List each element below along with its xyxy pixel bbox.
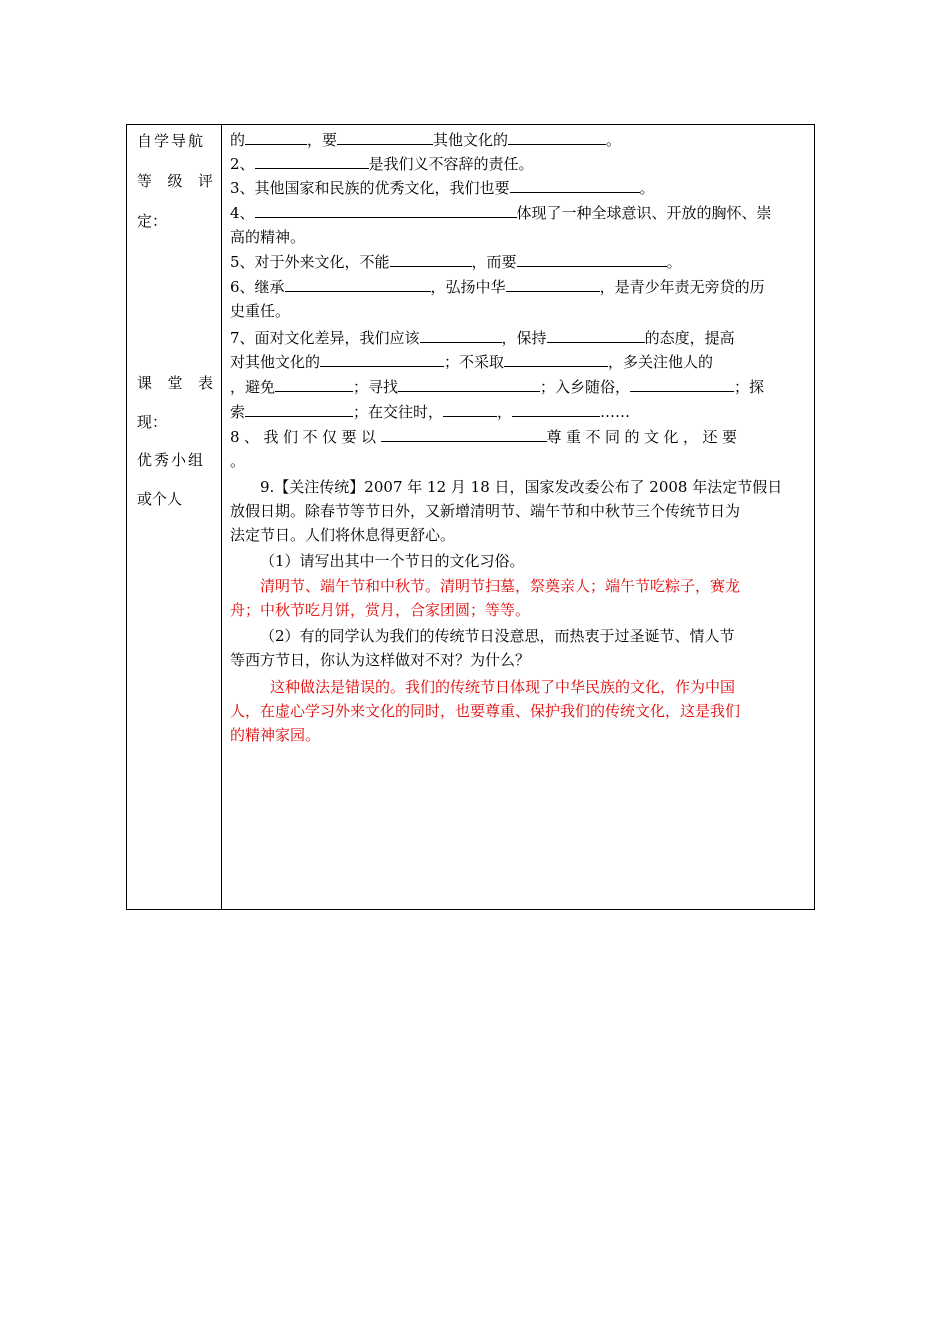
label-self-study: 自学导航 (137, 132, 206, 150)
label-grade-row: 等 级 评 (137, 172, 213, 190)
content-column (222, 125, 814, 909)
label-excellent-group: 优秀小组 (137, 451, 206, 469)
answer-2-line3: 的精神家园。 (230, 726, 321, 744)
question-8: 8、我们不仅要以 尊重不同的文化，还要 (230, 428, 742, 446)
question-6: 6、继承 ，弘扬中华 ，是青少年责无旁贷的历 (230, 278, 765, 296)
question-7-line3: ，避免 ；寻找 ；入乡随俗， ；探 (230, 378, 765, 396)
question-9-line3: 法定节日。人们将休息得更舒心。 (230, 526, 456, 544)
worksheet-table (126, 124, 815, 910)
question-4: 4、 体现了一种全球意识、开放的胸怀、崇 (230, 204, 772, 222)
label-grade-end: 定： (137, 212, 168, 230)
answer-2-line1: 这种做法是错误的。我们的传统节日体现了中华民族的文化，作为中国 (270, 678, 736, 696)
question-3: 3、其他国家和民族的优秀文化，我们也要 。 (230, 179, 655, 197)
label-class-end: 现： (137, 413, 168, 431)
label-or-individual: 或个人 (137, 490, 183, 508)
label-column (127, 125, 222, 909)
question-9-sub2-line2: 等西方节日，你认为这样做对不对？为什么？ (230, 651, 531, 669)
question-9-line2: 放假日期。除春节等节日外，又新增清明节、端午节和中秋节三个传统节日为 (230, 502, 741, 520)
question-7-line2: 对其他文化的 ；不采取 ，多关注他人的 (230, 353, 714, 371)
question-9-sub1: （1）请写出其中一个节日的文化习俗。 (260, 552, 525, 570)
question-6-cont: 史重任。 (230, 302, 291, 320)
question-7-line4: 索 ；在交往时， ， …… (230, 403, 631, 421)
question-9-line1: 9.【关注传统】2007 年 12 月 18 日，国家发改委公布了 2008 年法定节假日 (260, 478, 783, 496)
question-1-cont: 的 ，要 其他文化的 。 (230, 131, 622, 149)
question-9-sub2-line1: （2）有的同学认为我们的传统节日没意思，而热衷于过圣诞节、情人节 (260, 627, 735, 645)
question-4-cont: 高的精神。 (230, 228, 306, 246)
question-8-cont: 。 (230, 452, 246, 470)
question-2: 2、 是我们义不容辞的责任。 (230, 155, 534, 173)
answer-1-line1: 清明节、端午节和中秋节。清明节扫墓，祭奠亲人；端午节吃粽子，赛龙 (260, 577, 741, 595)
answer-2-line2: 人，在虚心学习外来文化的同时，也要尊重、保护我们的传统文化，这是我们 (230, 702, 741, 720)
question-7: 7、面对文化差异，我们应该 ，保持 的态度，提高 (230, 329, 735, 347)
answer-1-line2: 舟；中秋节吃月饼，赏月，合家团圆；等等。 (230, 601, 531, 619)
question-5: 5、对于外来文化，不能 ，而要 。 (230, 253, 682, 271)
label-class-row: 课 堂 表 (137, 374, 213, 392)
